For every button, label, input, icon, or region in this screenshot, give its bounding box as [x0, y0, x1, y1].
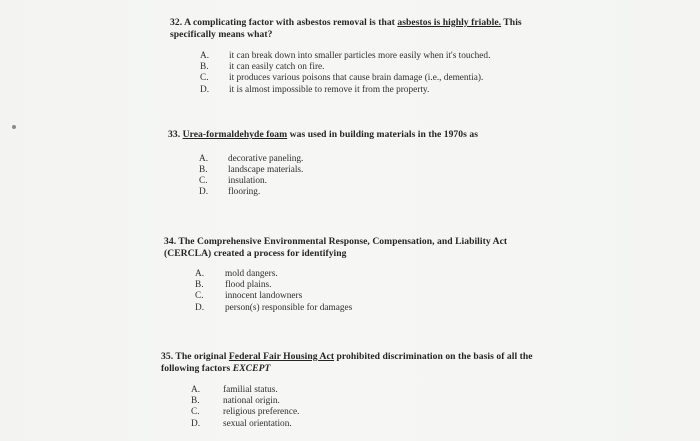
- option-text: it can easily catch on fire.: [229, 62, 325, 73]
- question-34: [164, 236, 544, 314]
- options-list: [199, 154, 548, 199]
- option-letter: C.: [191, 407, 200, 418]
- option-d[interactable]: [191, 419, 561, 430]
- question-stem: [164, 236, 544, 259]
- option-letter: A.: [191, 385, 201, 395]
- question-stem: [168, 129, 548, 141]
- option-text: it is almost impossible to remove it from the property.: [229, 84, 430, 95]
- option-c[interactable]: [199, 176, 548, 187]
- option-text: sexual orientation.: [223, 418, 292, 429]
- stem-text: was used in building materials in the 1970s as: [287, 129, 478, 140]
- question-number: 33.: [168, 129, 181, 140]
- options-list: [191, 385, 561, 430]
- option-c[interactable]: [195, 291, 544, 302]
- option-letter: A.: [199, 153, 209, 164]
- option-a[interactable]: [191, 385, 561, 396]
- option-b[interactable]: [199, 165, 548, 176]
- option-letter: C.: [200, 73, 209, 84]
- options-list: [195, 269, 544, 314]
- option-letter: D.: [195, 302, 205, 313]
- option-letter: B.: [191, 396, 200, 407]
- stem-text: A complicating factor with asbestos removal is that: [182, 17, 398, 28]
- option-letter: B.: [199, 164, 208, 175]
- question-number: 35.: [161, 351, 174, 362]
- option-letter: B.: [195, 280, 204, 291]
- option-text: it produces various poisons that cause brain damage (i.e., dementia).: [229, 73, 484, 84]
- option-letter: C.: [199, 175, 208, 186]
- option-letter: D.: [200, 84, 210, 95]
- option-text: decorative paneling.: [228, 153, 304, 164]
- option-text: insulation.: [228, 175, 267, 186]
- stem-text: The Comprehensive Environmental Response, Compensation, and Liability Act (CERCLA) created a process for identifying: [164, 236, 508, 259]
- option-letter: A.: [200, 51, 210, 61]
- margin-dot: [12, 125, 16, 129]
- option-text: flooring.: [228, 187, 261, 198]
- option-a[interactable]: [199, 154, 548, 165]
- option-c[interactable]: [200, 73, 550, 84]
- question-stem: [170, 17, 550, 40]
- option-d[interactable]: [195, 303, 544, 314]
- option-a[interactable]: [200, 51, 550, 62]
- option-d[interactable]: [199, 187, 548, 198]
- option-c[interactable]: [191, 407, 561, 418]
- stem-text: This specifically means what?: [170, 17, 522, 40]
- stem-emphasis-text: EXCEPT: [232, 362, 271, 374]
- stem-underlined-text: asbestos is highly friable.: [397, 17, 502, 28]
- stem-underlined-text: Urea-formaldehyde foam: [182, 129, 288, 140]
- option-letter: C.: [195, 291, 204, 302]
- question-35: [161, 351, 561, 430]
- option-letter: B.: [200, 62, 209, 73]
- option-b[interactable]: [195, 280, 544, 291]
- option-text: it can break down into smaller particles more easily when it's touched.: [229, 51, 491, 61]
- option-text: national origin.: [223, 396, 280, 407]
- option-text: mold dangers.: [225, 269, 278, 279]
- question-number: 32.: [170, 17, 183, 28]
- question-32: [170, 17, 550, 96]
- question-33: [168, 129, 548, 198]
- stem-underlined-text: Federal Fair Housing Act: [228, 351, 335, 362]
- option-text: flood plains.: [225, 280, 272, 291]
- option-b[interactable]: [200, 62, 550, 73]
- option-letter: D.: [191, 418, 201, 429]
- option-letter: A.: [195, 269, 205, 279]
- question-stem: [161, 351, 561, 374]
- stem-text: The original: [173, 351, 229, 362]
- option-d[interactable]: [200, 85, 550, 96]
- stem-text: prohibited discrimination on the basis of all the following factors: [161, 351, 533, 374]
- option-b[interactable]: [191, 396, 561, 407]
- option-text: familial status.: [223, 385, 278, 395]
- option-a[interactable]: [195, 269, 544, 280]
- option-text: person(s) responsible for damages: [225, 302, 353, 313]
- question-number: 34.: [164, 236, 177, 247]
- option-letter: D.: [199, 187, 209, 198]
- option-text: landscape materials.: [228, 164, 304, 175]
- option-text: religious preference.: [223, 407, 300, 418]
- options-list: [200, 51, 550, 96]
- option-text: innocent landowners: [225, 291, 303, 302]
